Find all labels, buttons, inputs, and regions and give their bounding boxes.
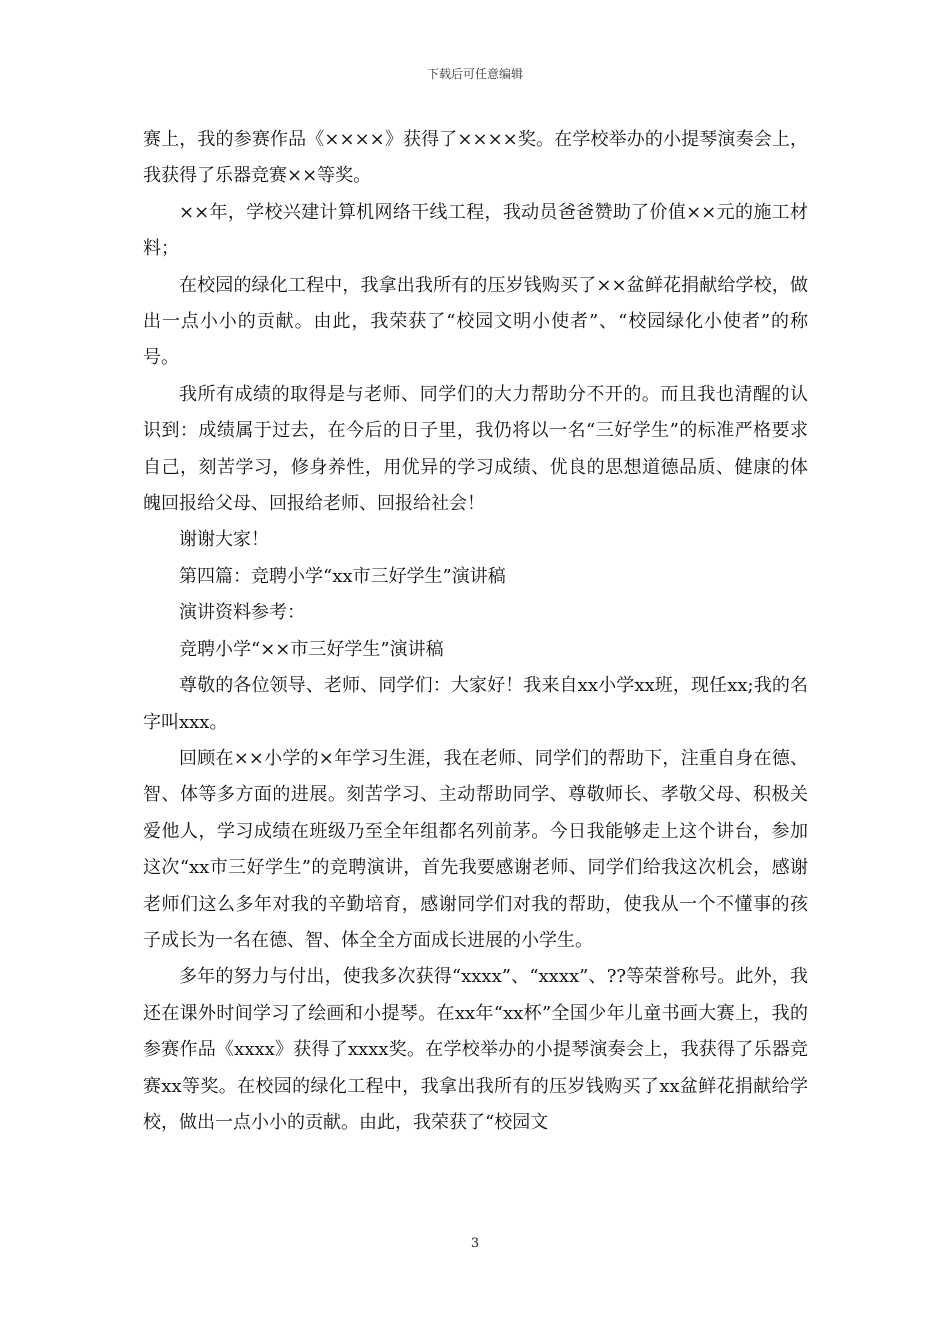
reference-note: 演讲资料参考：	[179, 602, 305, 624]
closing-line: 谢谢大家！	[179, 529, 269, 551]
page-header: 下载后可任意编辑	[426, 67, 523, 81]
greeting-paragraph: 尊敬的各位领导、老师、同学们：大家好！我来自xx小学xx班，现任xx;我的名字叫xxx。	[143, 675, 808, 733]
page-number: 3	[470, 1236, 480, 1251]
speech-title: 竞聘小学“××市三好学生”演讲稿	[179, 638, 444, 660]
paragraph-continued: 赛上，我的参赛作品《××××》获得了××××奖。在学校举办的小提琴演奏会上，我获得了乐器竞赛××等奖。	[143, 129, 808, 187]
paragraph: 我所有成绩的取得是与老师、同学们的大力帮助分不开的。而且我也清醒的认识到：成绩属于过去，在今后的日子里，我仍将以一名“三好学生”的标准严格要求自己，刻苦学习，修身养性，用优异的学习成绩、优良的思想道德品质、健康的体魄回报给父母、回报给老师、回报给社会！	[143, 383, 808, 515]
paragraph: 回顾在××小学的×年学习生涯，我在老师、同学们的帮助下，注重自身在德、智、体等多方面的进展。刻苦学习、主动帮助同学、尊敬师长、孝敬父母、积极关爱他人，学习成绩在班级乃至全年组都名列前茅。今日我能够走上这个讲台，参加这次“xx市三好学生”的竞聘演讲，首先我要感谢老师、同学们给我这次机会，感谢老师们这么多年对我的辛勤培育，感谢同学们对我的帮助，使我从一个不懂事的孩子成长为一名在德、智、体全全方面成长进展的小学生。	[143, 747, 808, 951]
paragraph: 多年的努力与付出，使我多次获得“xxxx”、“xxxx”、??等荣誉称号。此外，我还在课外时间学习了绘画和小提琴。在xx年“xx杯”全国少年儿童书画大赛上，我的参赛作品《xxxx》获得了xxxx奖。在学校举办的小提琴演奏会上，我获得了乐器竞赛xx等奖。在校园的绿化工程中，我拿出我所有的压岁钱购买了xx盆鲜花捐献给学校，做出一点小小的贡献。由此，我荣获了“校园文	[143, 966, 808, 1133]
paragraph: 在校园的绿化工程中，我拿出我所有的压岁钱购买了××盆鲜花捐献给学校，做出一点小小的贡献。由此，我荣获了“校园文明小使者”、“校园绿化小使者”的称号。	[143, 274, 808, 369]
document-body	[143, 122, 808, 1141]
section-title: 第四篇：竞聘小学“xx市三好学生”演讲稿	[179, 565, 506, 587]
paragraph: ××年，学校兴建计算机网络干线工程，我动员爸爸赞助了价值××元的施工材料；	[143, 201, 808, 260]
